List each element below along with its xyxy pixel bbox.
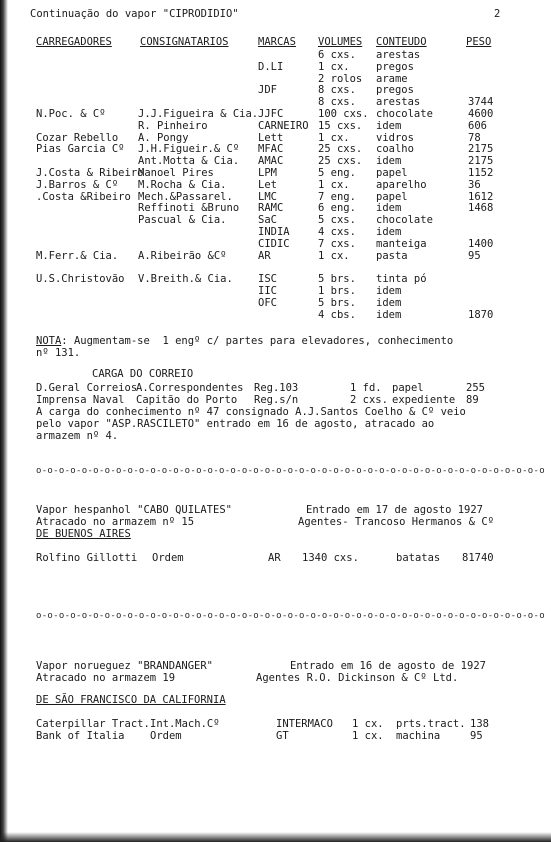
manifest-cell-consignatario: A. Pongy [138, 131, 189, 144]
brandanger-cell-consignatario: Ordem [150, 730, 182, 742]
manifest-cell-marcas: OFC [258, 296, 277, 309]
manifest-cell-marcas: Let [258, 178, 277, 191]
manifest-cell-carregador: U.S.Christovão [36, 273, 125, 286]
manifest-cell-volumes: 4 cxs. [318, 226, 356, 238]
brandanger-cell-marcas: INTERMACO [276, 718, 333, 730]
manifest-cell-marcas: CARNEIRO [258, 119, 309, 132]
manifest-cell-carregador: Pias Garcia Cº [36, 143, 125, 156]
cabo-row-volumes: 1340 cxs. [302, 552, 359, 564]
manifest-cell-conteudo: papel [376, 190, 408, 203]
manifest-cell-consignatario: V.Breith.& Cia. [138, 273, 233, 286]
manifest-cell-peso: 95 [468, 249, 481, 262]
manifest-cell-marcas: MFAC [258, 143, 284, 156]
manifest-cell-volumes: 6 cxs. [318, 49, 356, 61]
manifest-cell-consignatario: M.Rocha & Cia. [138, 178, 227, 191]
manifest-cell-conteudo: pregos [376, 84, 414, 97]
manifest-cell-volumes: 7 cxs. [318, 237, 356, 250]
manifest-cell-peso: 78 [468, 131, 481, 144]
manifest-cell-consignatario: R. Pinheiro [138, 119, 208, 132]
manifest-cell-marcas: IIC [258, 285, 277, 297]
manifest-cell-conteudo: idem [376, 202, 402, 215]
page-number: 2 [494, 8, 501, 20]
manifest-cell-conteudo: idem [376, 285, 402, 297]
manifest-cell-consignatario: A.Ribeirão &Cº [138, 249, 227, 262]
manifest-cell-volumes: 2 rolos [318, 72, 363, 85]
manifest-cell-volumes: 25 cxs. [318, 155, 363, 168]
manifest-cell-marcas: LMC [258, 190, 277, 203]
correio-cell-conteudo: expediente [392, 394, 456, 406]
page-title: Continuação do vapor "CIPRODIDIO" [30, 8, 239, 20]
manifest-cell-peso: 1870 [468, 308, 494, 321]
correio-note-3: armazem nº 4. [36, 430, 119, 442]
manifest-cell-conteudo: idem [376, 226, 402, 238]
manifest-cell-marcas: ISC [258, 273, 277, 286]
correio-cell-marcas: Reg.s/n [254, 394, 299, 406]
correio-cell-peso: 89 [466, 394, 479, 406]
brandanger-cell-conteudo: prts.tract. [396, 718, 466, 730]
manifest-cell-marcas: AR [258, 249, 271, 262]
brandanger-origin: DE SÃO FRANCISCO DA CALIFORNIA [36, 694, 226, 706]
manifest-cell-volumes: 5 eng. [318, 167, 356, 179]
nota-text-1: : Augmentam-se 1 engº c/ partes para elevadores, conhecimento [61, 335, 454, 347]
manifest-cell-marcas: RAMC [258, 202, 284, 215]
manifest-cell-volumes: 7 eng. [318, 190, 356, 203]
manifest-cell-peso: 3744 [468, 96, 494, 109]
cabo-row-peso: 81740 [462, 552, 494, 564]
brandanger-cell-conteudo: machina [396, 730, 441, 742]
manifest-cell-volumes: 100 cxs. [318, 108, 369, 120]
correio-cell-consignatario: A.Correspondentes [136, 382, 244, 394]
cabo-row-marcas: AR [268, 552, 281, 564]
col-header-conteudo: CONTEUDO [376, 36, 427, 48]
manifest-cell-consignatario: Reffinoti &Bruno [138, 202, 240, 215]
manifest-cell-conteudo: tinta pó [376, 273, 427, 286]
manifest-cell-marcas: Lett [258, 131, 284, 144]
manifest-cell-peso: 36 [468, 178, 481, 191]
manifest-cell-carregador: Cozar Rebello [36, 131, 119, 144]
manifest-cell-marcas: D.LI [258, 60, 284, 73]
cabo-vessel-line: Vapor hespanhol "CABO QUILATES" [36, 504, 232, 516]
manifest-cell-carregador: J.Costa & Ribeiro [36, 167, 144, 179]
cabo-agentes: Agentes- Trancoso Hermanos & Cº [298, 516, 494, 528]
manifest-cell-consignatario: Mech.&Passarel. [138, 190, 233, 203]
manifest-cell-conteudo: arestas [376, 49, 421, 61]
manifest-cell-conteudo: aparelho [376, 178, 427, 191]
manifest-cell-conteudo: manteiga [376, 237, 427, 250]
manifest-cell-marcas: SaC [258, 214, 277, 227]
manifest-cell-volumes: 6 eng. [318, 202, 356, 215]
nota-label: NOTA [36, 335, 62, 347]
manifest-cell-conteudo: vidros [376, 131, 414, 144]
manifest-cell-volumes: 15 cxs. [318, 119, 363, 132]
cabo-row-carregador: Rolfino Gillotti [36, 552, 138, 564]
manifest-cell-consignatario: J.H.Figueir.& Cº [138, 143, 240, 156]
manifest-cell-volumes: 4 cbs. [318, 308, 356, 321]
nota-line-2: nº 131. [36, 347, 81, 359]
brandanger-agentes: Agentes R.O. Dickinson & Cº Ltd. [256, 672, 459, 684]
correio-cell-volumes: 1 fd. [350, 382, 382, 394]
correio-cell-marcas: Reg.103 [254, 382, 299, 394]
manifest-cell-carregador: J.Barros & Cº [36, 178, 119, 191]
correio-cell-volumes: 2 cxs. [350, 394, 388, 406]
cabo-row-conteudo: batatas [396, 552, 441, 564]
manifest-cell-marcas: JJFC [258, 108, 284, 120]
brandanger-cell-peso: 95 [470, 730, 483, 742]
brandanger-armazem: Atracado no armazem 19 [36, 672, 176, 684]
manifest-cell-marcas: LPM [258, 167, 277, 179]
manifest-cell-marcas: JDF [258, 84, 277, 97]
col-header-volumes: VOLUMES [318, 36, 363, 48]
col-header-consignatarios: CONSIGNATARIOS [140, 36, 229, 48]
correio-cell-conteudo: papel [392, 382, 424, 394]
manifest-cell-conteudo: idem [376, 119, 402, 132]
cabo-row-consignatario: Ordem [152, 552, 184, 564]
correio-cell-peso: 255 [466, 382, 485, 394]
manifest-cell-peso: 1468 [468, 202, 494, 215]
manifest-cell-conteudo: pasta [376, 249, 408, 262]
manifest-cell-carregador: N.Poc. & Cº [36, 108, 106, 120]
manifest-cell-carregador: .Costa &Ribeiro [36, 190, 131, 203]
manifest-cell-volumes: 8 cxs. [318, 96, 356, 109]
manifest-cell-peso: 1152 [468, 167, 494, 179]
manifest-cell-conteudo: idem [376, 155, 402, 168]
brandanger-vessel-line: Vapor norueguez "BRANDANGER" [36, 660, 214, 672]
manifest-cell-volumes: 1 cx. [318, 131, 350, 144]
brandanger-cell-volumes: 1 cx. [352, 718, 384, 730]
manifest-cell-conteudo: chocolate [376, 214, 433, 227]
manifest-cell-consignatario: Pascual & Cia. [138, 214, 227, 227]
manifest-cell-consignatario: J.J.Figueira & Cia. [138, 108, 259, 120]
brandanger-cell-volumes: 1 cx. [352, 730, 384, 742]
correio-cell-carregador: Imprensa Naval [36, 394, 125, 406]
manifest-cell-volumes: 8 cxs. [318, 84, 356, 97]
brandanger-cell-carregador: Caterpillar Tract. [36, 718, 150, 730]
manifest-cell-carregador: M.Ferr.& Cia. [36, 249, 119, 262]
manifest-cell-conteudo: coalho [376, 143, 414, 156]
manifest-cell-conteudo: idem [376, 308, 402, 321]
manifest-cell-peso: 2175 [468, 143, 494, 156]
manifest-cell-volumes: 5 brs. [318, 273, 356, 286]
brandanger-cell-marcas: GT [276, 730, 289, 742]
col-header-marcas: MARCAS [258, 36, 296, 48]
manifest-cell-peso: 1400 [468, 237, 494, 250]
manifest-cell-marcas: CIDIC [258, 237, 290, 250]
manifest-cell-peso: 2175 [468, 155, 494, 168]
separator-line-2: o-o-o-o-o-o-o-o-o-o-o-o-o-o-o-o-o-o-o-o-o-o-o-o-o-o-o-o-o-o-o-o-o-o-o-o-o-o-o-o-o-o-o-o-o [36, 611, 545, 621]
col-header-peso: PESO [466, 36, 492, 48]
manifest-cell-volumes: 1 cx. [318, 60, 350, 73]
manifest-cell-conteudo: arestas [376, 96, 421, 109]
brandanger-cell-carregador: Bank of Italia [36, 730, 125, 742]
cabo-entry-date: Entrado em 17 de agosto 1927 [306, 504, 484, 516]
carga-correio-title: CARGA DO CORREIO [92, 368, 194, 380]
manifest-cell-peso: 1612 [468, 190, 494, 203]
cabo-origin: DE BUENOS AIRES [36, 528, 131, 540]
manifest-cell-volumes: 5 brs. [318, 296, 356, 309]
nota-line-1 [36, 335, 453, 347]
manifest-cell-peso: 606 [468, 119, 487, 132]
manifest-cell-conteudo: arame [376, 72, 408, 85]
manifest-cell-volumes: 5 cxs. [318, 214, 356, 227]
brandanger-cell-peso: 138 [470, 718, 489, 730]
manifest-cell-conteudo: pregos [376, 60, 414, 73]
brandanger-entry-date: Entrado em 16 de agosto de 1927 [290, 660, 486, 672]
correio-note-1: A carga do conhecimento nº 47 consignado A.J.Santos Coelho & Cº veio [36, 406, 466, 418]
scan-left-edge [0, 0, 8, 842]
manifest-cell-conteudo: chocolate [376, 108, 433, 120]
col-header-carregadores: CARREGADORES [36, 36, 112, 48]
manifest-cell-consignatario: Ant.Motta & Cia. [138, 155, 240, 168]
separator-line: o-o-o-o-o-o-o-o-o-o-o-o-o-o-o-o-o-o-o-o-o-o-o-o-o-o-o-o-o-o-o-o-o-o-o-o-o-o-o-o-o-o-o-o-o [36, 466, 545, 476]
manifest-cell-volumes: 1 brs. [318, 285, 356, 297]
manifest-cell-volumes: 1 cx. [318, 178, 350, 191]
manifest-cell-volumes: 1 cx. [318, 249, 350, 262]
correio-cell-carregador: D.Geral Correios [36, 382, 138, 394]
manifest-cell-marcas: AMAC [258, 155, 284, 168]
correio-note-2: pelo vapor "ASP.RASCILETO" entrado em 16 de agosto, atracado ao [36, 418, 435, 430]
manifest-cell-conteudo: papel [376, 167, 408, 179]
brandanger-cell-consignatario: Int.Mach.Cº [150, 718, 220, 730]
manifest-cell-conteudo: idem [376, 296, 402, 309]
manifest-cell-consignatario: Manoel Pires [138, 167, 214, 179]
correio-cell-consignatario: Capitão do Porto [136, 394, 238, 406]
manifest-cell-marcas: INDIA [258, 226, 290, 238]
manifest-cell-peso: 4600 [468, 108, 494, 120]
manifest-cell-volumes: 25 cxs. [318, 143, 363, 156]
cabo-armazem: Atracado no armazem nº 15 [36, 516, 195, 528]
scan-bottom-edge [0, 832, 551, 842]
